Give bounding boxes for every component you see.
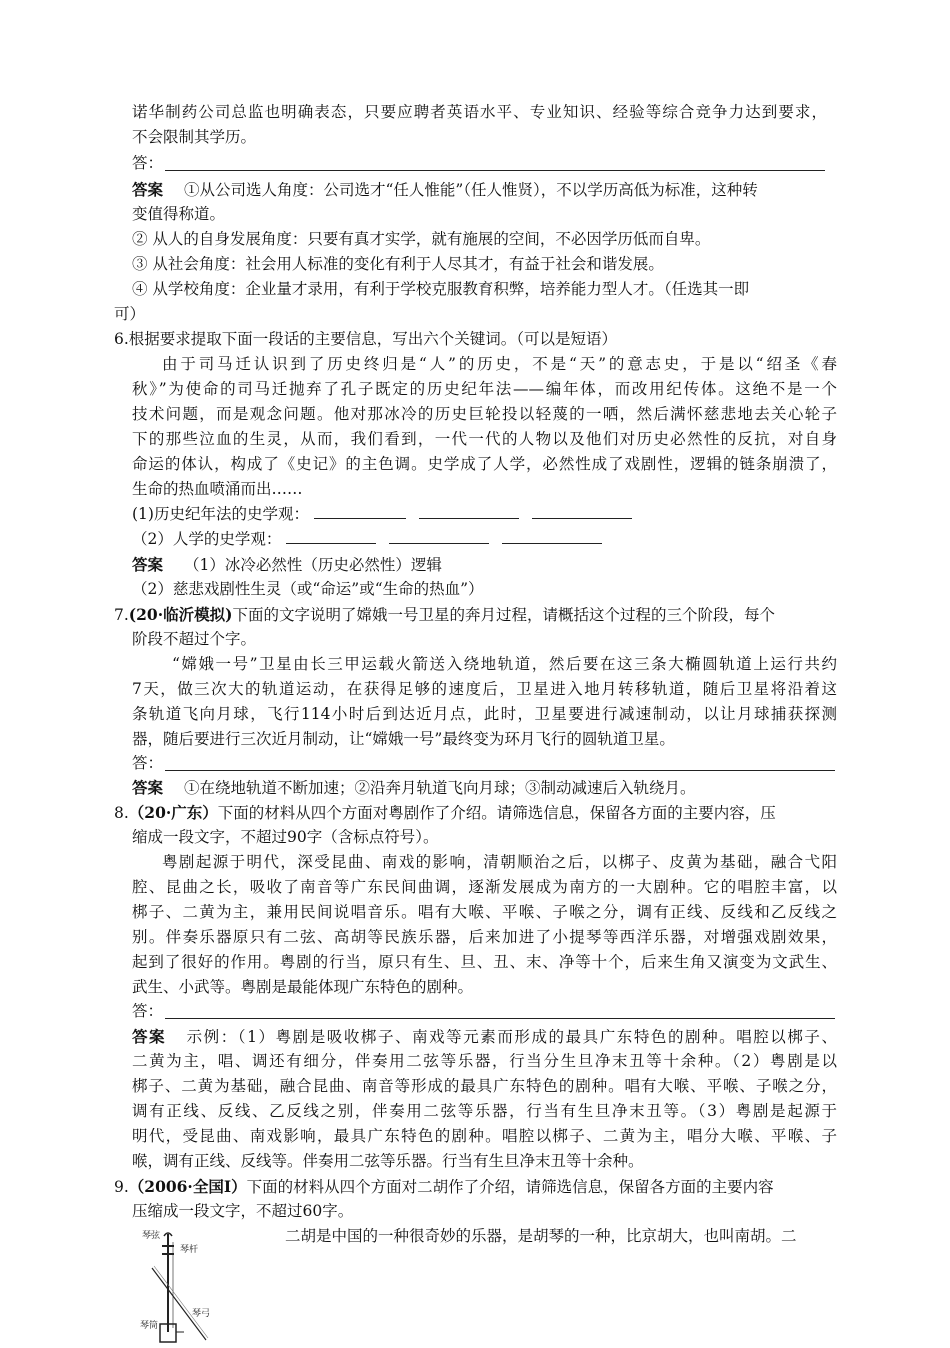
- passage-line: 梆子、二黄为主，兼用民间说唱音乐。唱有大喉、平喉、子喉之分，调有正线、反线和乙反线之: [132, 903, 837, 921]
- answer-text: ④ 从学校角度：企业量才录用，有利于学校克服教育积弊，培养能力型人才。（任选其一即: [132, 280, 750, 298]
- answer-text: 二黄为主，唱、调还有细分，伴奏用二弦等乐器，行当分生旦净末丑等十余种。（2）粤剧是以: [132, 1052, 837, 1070]
- passage-line: 器，随后要进行三次近月制动，让“嫦娥一号”最终变为环月飞行的圆轨道卫星。: [132, 730, 675, 748]
- question-8-stem: [114, 800, 776, 826]
- fill-in-blank[interactable]: [389, 529, 489, 544]
- answer-tag: 答案: [132, 1027, 167, 1046]
- answer-text: 明代，受昆曲、南戏影响，最具广东特色的剧种。唱腔以梆子、二黄为主，唱分大喉、平喉、子: [132, 1127, 837, 1145]
- answer-block: [132, 775, 695, 801]
- passage-line: 起到了很好的作用。粤剧的行当，原只有生、旦、丑、末、净等十个，后来生角又演变为文武生、: [132, 953, 837, 971]
- answer-text: 可）: [114, 305, 146, 323]
- question-number: 8.: [114, 804, 129, 822]
- question-text: 下面的材料从四个方面对粤剧作了介绍。请筛选信息，保留各方面的主要内容，压: [217, 804, 776, 822]
- passage-line: 粤剧起源于明代，深受昆曲、南戏的影响，清朝顺治之后，以梆子、皮黄为基础，融合弋阳: [162, 853, 837, 871]
- answer-text: ② 从人的自身发展角度：只要有真才实学，就有施展的空间，不必因学历低而自卑。: [132, 230, 711, 248]
- answer-text: 示例：（1）粤剧是吸收梆子、南戏等元素而形成的最具广东特色的剧种。唱腔以梆子、: [186, 1028, 837, 1046]
- label-bow: 琴弓: [192, 1309, 211, 1319]
- answer-tag: 答案: [132, 555, 164, 574]
- passage-line: 别。伴奏乐器原只有二弦、高胡等民族乐器，后来加进了小提琴等西洋乐器，对增强戏剧效果，: [132, 928, 837, 946]
- answer-label: 答：: [132, 754, 164, 772]
- question-6-stem: 6.根据要求提取下面一段话的主要信息，写出六个关键词。（可以是短语）: [114, 330, 618, 348]
- answer-text: 变值得称道。: [132, 205, 226, 223]
- fill-in-blank[interactable]: [532, 504, 632, 519]
- answer-text: 喉，调有正线、反线等。伴奏用二弦等乐器。行当有生旦净末丑等十余种。: [132, 1152, 644, 1170]
- answer-label: 答：: [132, 154, 164, 172]
- question-number: 9.: [114, 1178, 129, 1196]
- answer-text: （1）冰冷必然性（历史必然性）逻辑: [183, 556, 442, 574]
- passage-line: 技术问题，而是观念问题。他对那冰冷的历史巨轮投以轻蔑的一哂，然后满怀慈悲地去关心轮子: [132, 405, 837, 423]
- fill-in-prompt: （2）人学的史学观：: [132, 530, 282, 548]
- passage-line: 武生、小武等。粤剧是最能体现广东特色的剧种。: [132, 978, 474, 996]
- answer-text: 梆子、二黄为基础，融合昆曲、南音等形成的最具广东特色的剧种。唱有大喉、平喉、子喉之分，: [132, 1077, 837, 1095]
- answer-underline: [165, 1018, 835, 1019]
- question-number: 7.: [114, 606, 129, 624]
- fill-in-prompt: (1)历史纪年法的史学观：: [132, 505, 309, 523]
- passage-line: 命运的体认，构成了《史记》的主色调。史学成了人学，必然性成了戏剧性，逻辑的链条崩溃了，: [132, 455, 837, 473]
- fill-in-blank[interactable]: [286, 529, 376, 544]
- answer-block: [132, 177, 758, 203]
- passage-line: 秋》”为使命的司马迁抛弃了孔子既定的历史纪年法——编年体，而改用纪传体。这绝不是一个: [132, 380, 837, 398]
- answer-block: [132, 552, 442, 578]
- prev-text-line: 不会限制其学历。: [132, 128, 257, 146]
- question-9-stem: [114, 1174, 774, 1200]
- passage-line: 生命的热血喷涌而出……: [132, 480, 303, 498]
- passage-line: 下的那些泣血的生灵，从而，我们看到，一代一代的人物以及他们对历史必然性的反抗，对自身: [132, 430, 837, 448]
- erhu-figure: [140, 1228, 220, 1344]
- passage-line: 7天，做三次大的轨道运动，在获得足够的速度后，卫星进入地月转移轨道，随后卫星将沿着这: [132, 680, 837, 698]
- question-text: 缩成一段文字，不超过90字（含标点符号）。: [132, 828, 439, 846]
- passage-line: 二胡是中国的一种很奇妙的乐器，是胡琴的一种，比京胡大，也叫南胡。二: [285, 1227, 797, 1245]
- answer-text: ①在绕地轨道不断加速；②沿奔月轨道飞向月球；③制动减速后入轨绕月。: [183, 779, 696, 797]
- answer-block: [132, 1024, 837, 1050]
- label-body: 琴筒: [140, 1321, 159, 1331]
- fill-in-blank[interactable]: [419, 504, 519, 519]
- answer-text: 调有正线、反线、乙反线之别，伴奏用二弦等乐器，行当有生旦净末丑等。（3）粤剧是起源于: [132, 1102, 837, 1120]
- question-text: 下面的材料从四个方面对二胡作了介绍，请筛选信息，保留各方面的主要内容: [246, 1178, 774, 1196]
- label-strings: 琴弦: [142, 1231, 161, 1241]
- question-text: 下面的文字说明了嫦娥一号卫星的奔月过程，请概括这个过程的三个阶段，每个: [232, 606, 775, 624]
- question-source: （2006·全国Ⅰ）: [128, 1177, 247, 1196]
- passage-line: 腔、昆曲之长，吸收了南音等广东民间曲调，逐渐发展成为南方的一大剧种。它的唱腔丰富，以: [132, 878, 837, 896]
- question-text: 阶段不超过个字。: [132, 630, 257, 648]
- passage-line: 由于司马迁认识到了历史终归是“人”的历史，不是“天”的意志史，于是以“绍圣《春: [162, 355, 837, 373]
- fill-in-row-2: [132, 527, 610, 552]
- passage-line: “嫦娥一号”卫星由长三甲运载火箭送入绕地轨道，然后要在这三条大椭圆轨道上运行共约: [172, 655, 837, 673]
- answer-text: ①从公司选人角度：公司选才“任人惟能”（任人惟贤），不以学历高低为标准，这种转: [183, 181, 758, 199]
- answer-tag: 答案: [132, 778, 164, 797]
- answer-underline: [165, 770, 835, 771]
- question-source: (20·临沂模拟): [128, 605, 233, 624]
- fill-in-row-1: [132, 502, 640, 527]
- answer-text: （2）慈悲戏剧性生灵（或“命运”或“生命的热血”）: [132, 580, 484, 598]
- fill-in-blank[interactable]: [502, 529, 602, 544]
- question-source: （20·广东）: [128, 803, 218, 822]
- fill-in-blank[interactable]: [314, 504, 406, 519]
- passage-line: 条轨道飞向月球，飞行114小时后到达近月点，此时，卫星要进行减速制动，以让月球捕获探测: [132, 705, 837, 723]
- prev-text-line: 诺华制药公司总监也明确表态，只要应聘者英语水平、专业知识、经验等综合竞争力达到要求，: [132, 103, 827, 121]
- label-neck: 琴杆: [180, 1245, 199, 1255]
- answer-label: 答：: [132, 1002, 164, 1020]
- answer-text: ③ 从社会角度：社会用人标准的变化有利于人尽其才，有益于社会和谐发展。: [132, 255, 664, 273]
- answer-underline: [165, 170, 825, 171]
- answer-tag: 答案: [132, 180, 164, 199]
- question-7-stem: [114, 602, 775, 628]
- question-text: 压缩成一段文字，不超过60字。: [132, 1202, 354, 1220]
